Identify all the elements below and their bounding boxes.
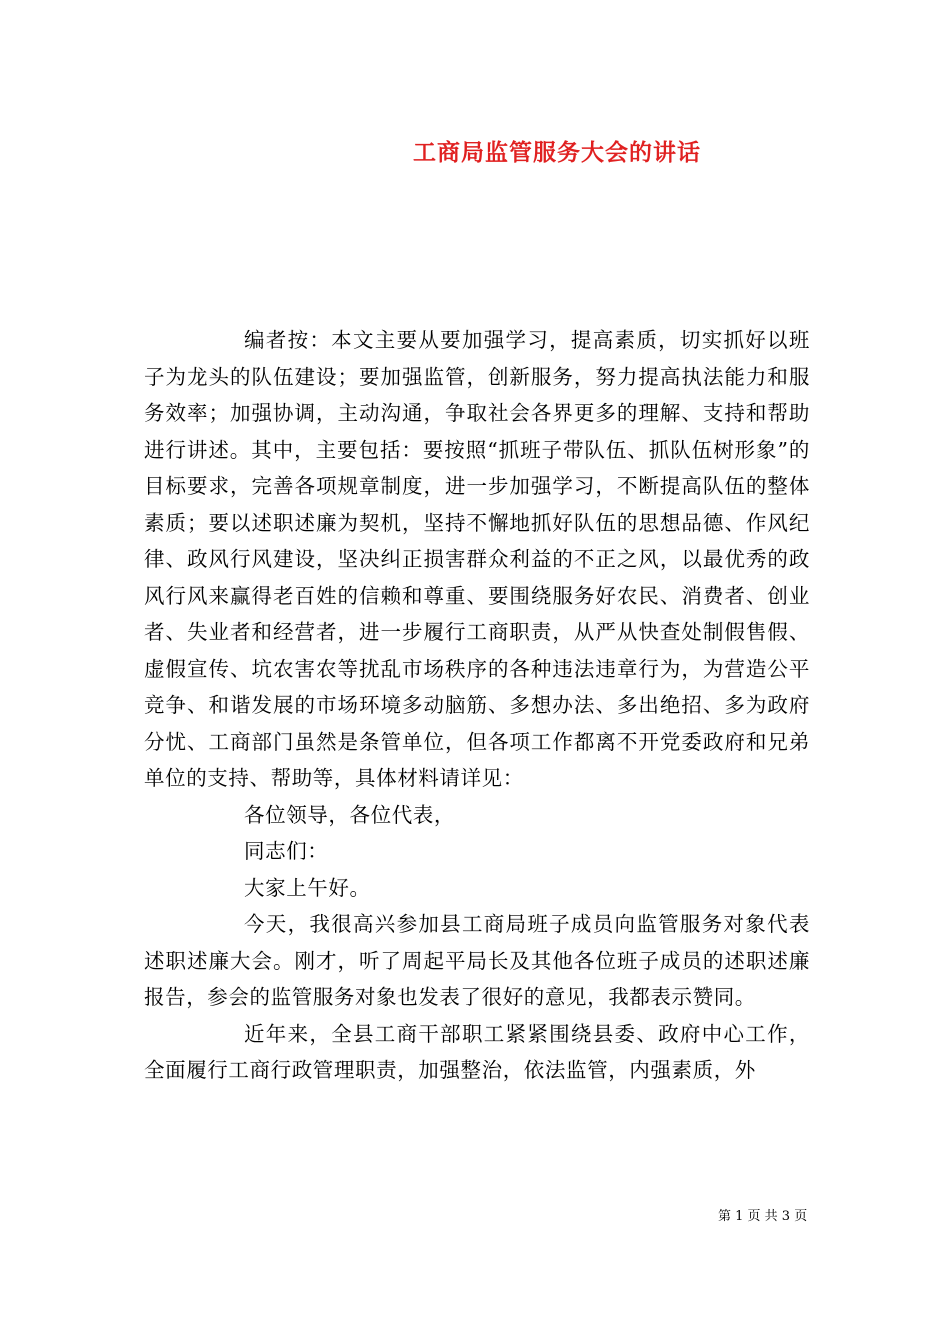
- body-paragraph: 今天，我很高兴参加县工商局班子成员向监管服务对象代表述职述廉大会。刚才，听了周起平局长及其他各位班子成员的述职述廉报告，参会的监管服务对象也发表了很好的意见，我都表示赞同。: [144, 912, 810, 1009]
- greeting: 大家上午好。: [244, 875, 371, 900]
- editor-note-paragraph: 编者按：本文主要从要加强学习，提高素质，切实抓好以班子为龙头的队伍建设；要加强监管，创新服务，努力提高执法能力和服务效率；加强协调，主动沟通，争取社会各界更多的理解、支持和帮助进行讲述。其中，主要包括：要按照“抓班子带队伍、抓队伍树形象”的目标要求，完善各项规章制度，进一步加强学习，不断提高队伍的整体素质；要以述职述廉为契机，坚持不懈地抓好队伍的思想品德、作风纪律、政风行风建设，坚决纠正损害群众利益的不正之风，以最优秀的政风行风来赢得老百姓的信赖和尊重、要围绕服务好农民、消费者、创业者、失业者和经营者，进一步履行工商职责，从严从快查处制假售假、虚假宣传、坑农害农等扰乱市场秩序的各种违法违章行为，为营造公平竞争、和谐发展的市场环境多动脑筋、多想办法、多出绝招、多为政府分忧、工商部门虽然是条管单位，但各项工作都离不开党委政府和兄弟单位的支持、帮助等，具体材料请详见：: [144, 328, 810, 790]
- page-number: 第 1 页 共 3 页: [718, 1209, 808, 1224]
- document-body: [144, 322, 810, 1089]
- salutation-leaders: 各位领导，各位代表，: [244, 802, 455, 827]
- document-title: 工商局监管服务大会的讲话: [413, 139, 701, 166]
- salutation-comrades: 同志们：: [244, 839, 329, 863]
- body-paragraph: 近年来，全县工商干部职工紧紧围绕县委、政府中心工作，全面履行工商行政管理职责，加强整治，依法监管，内强素质，外: [144, 1021, 810, 1082]
